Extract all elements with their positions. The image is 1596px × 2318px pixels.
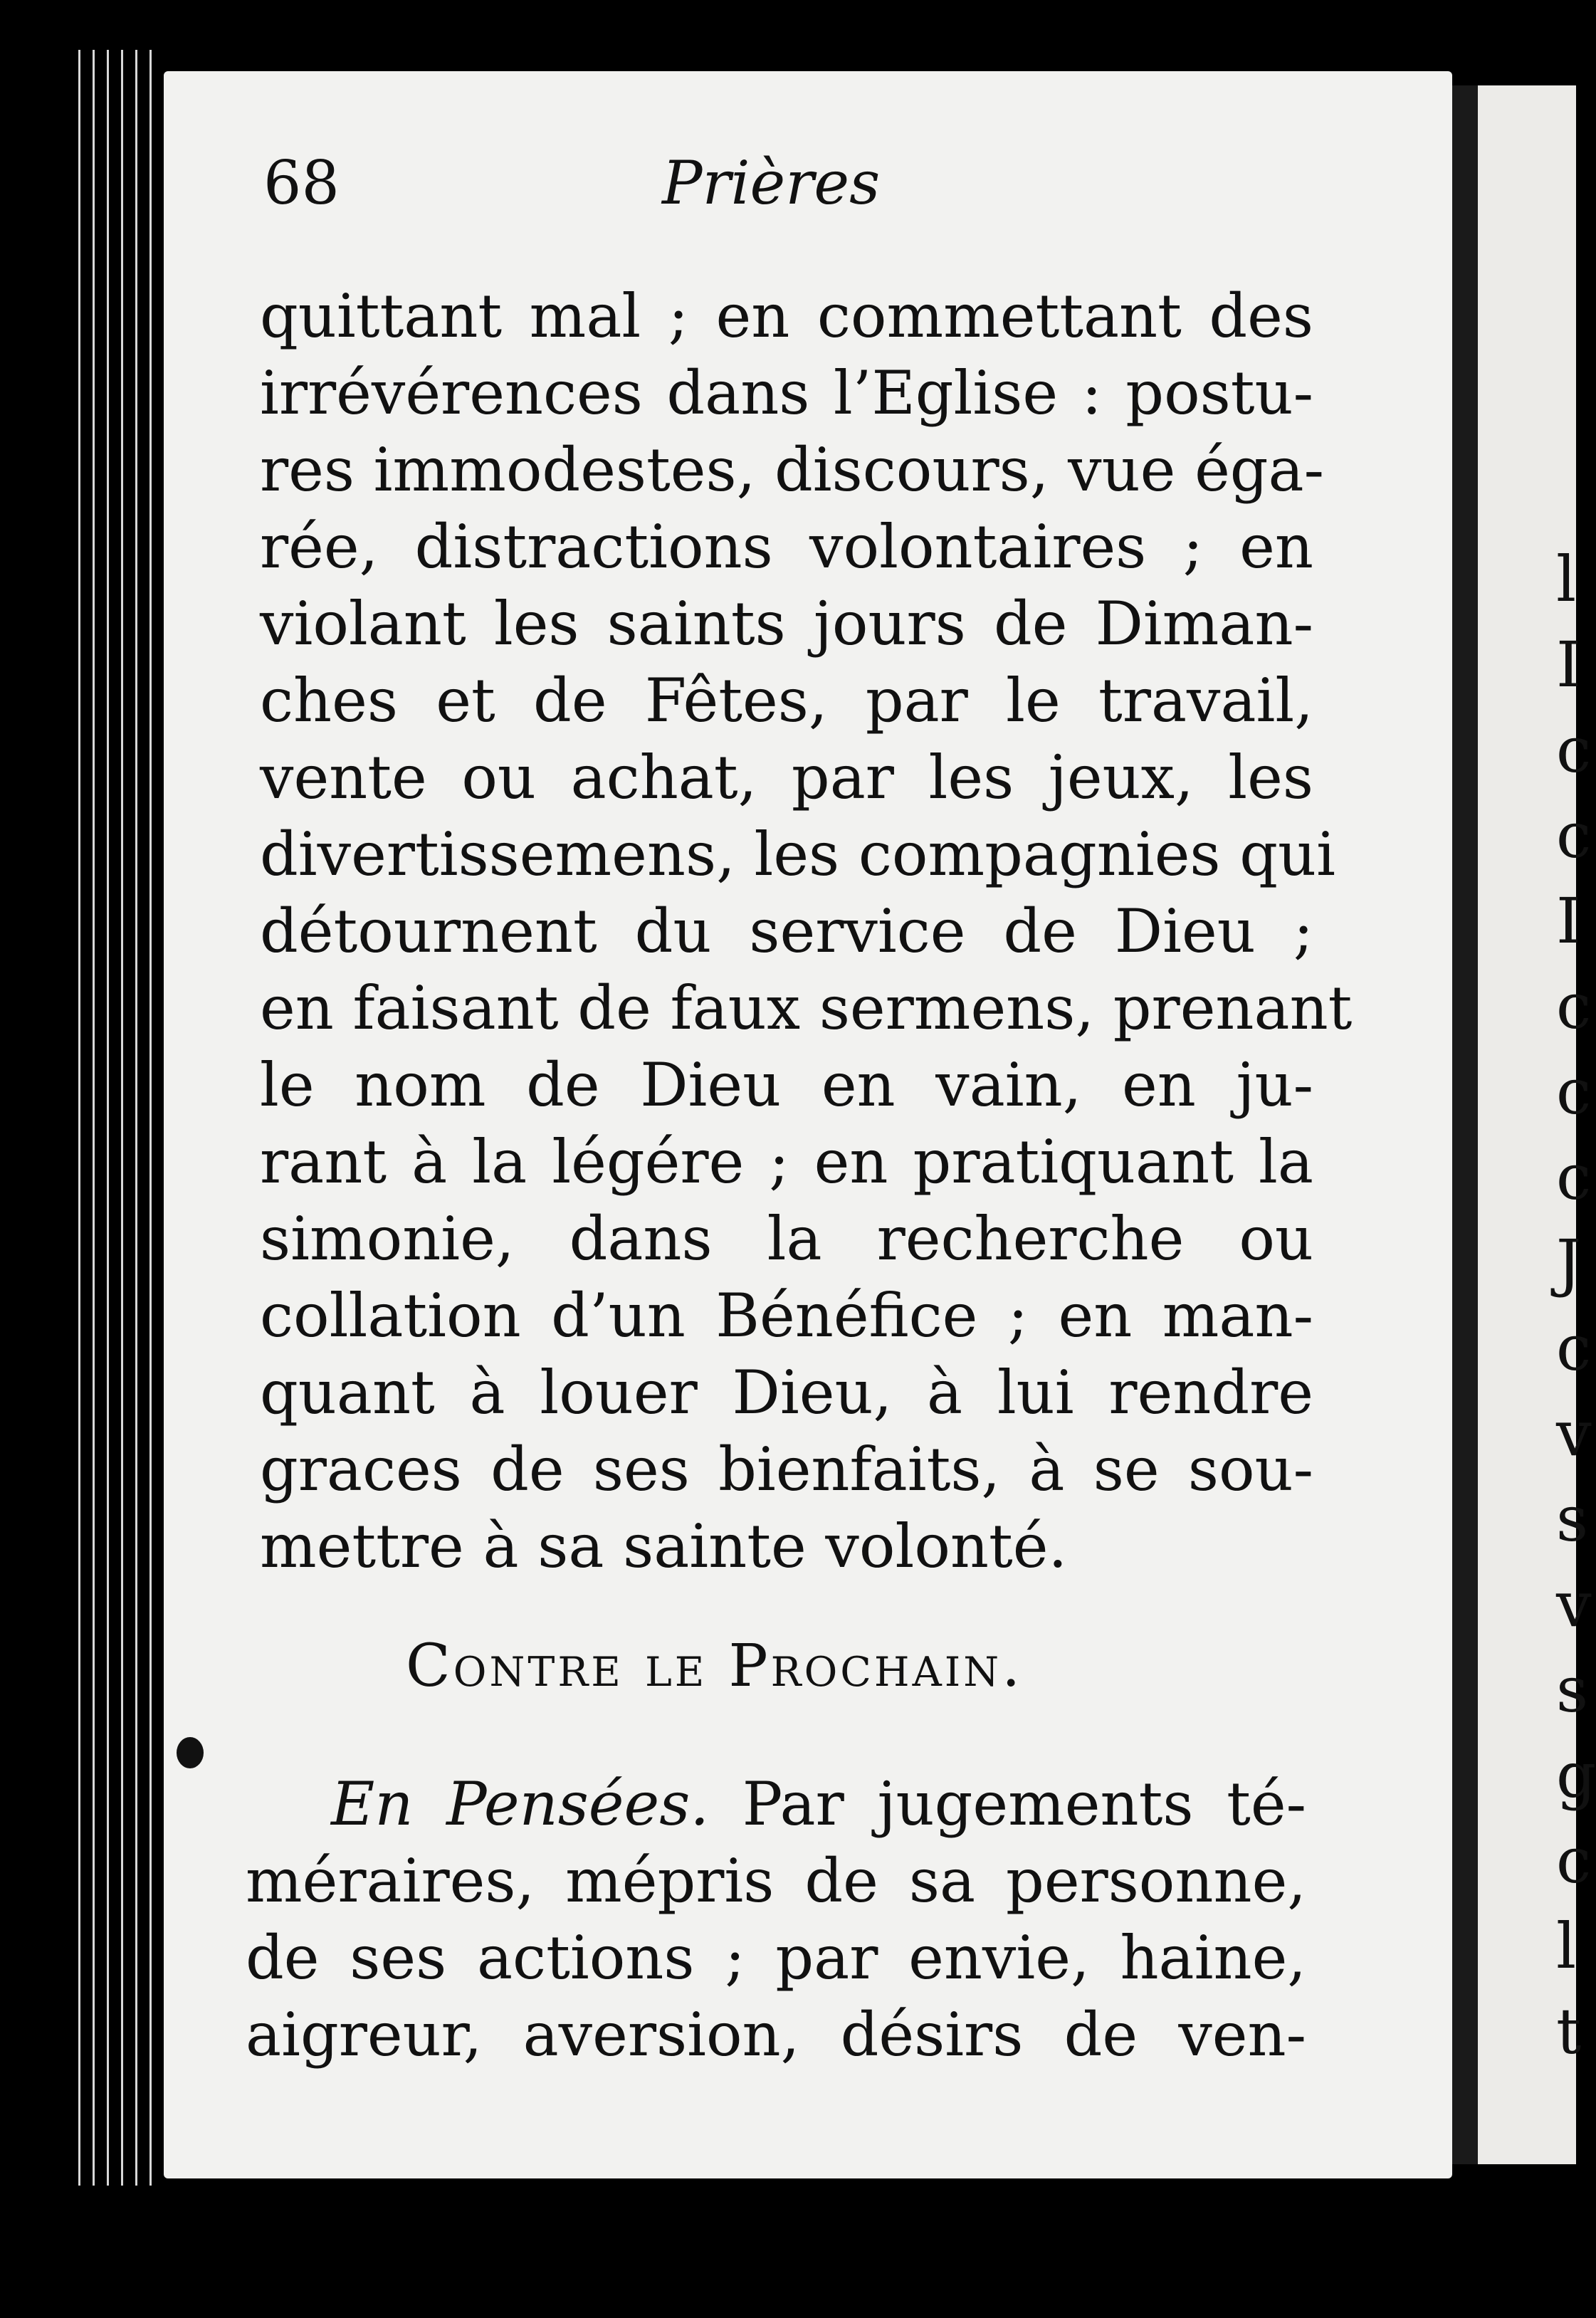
text-line: vente ou achat, par les jeux, les <box>260 743 1313 812</box>
text-line: quant à louer Dieu, à lui rendre <box>260 1358 1313 1427</box>
page-edge <box>149 50 152 2186</box>
text-line: méraires, mépris de sa personne, <box>246 1846 1306 1916</box>
text-line: rant à la légére ; en pratiquant la <box>260 1127 1313 1197</box>
text-line: divertissemens, les compagnies qui <box>260 819 1335 889</box>
facing-page-glyph: v <box>1556 1397 1592 1470</box>
facing-page-glyph: s <box>1556 1653 1589 1726</box>
page-edge <box>135 50 137 2186</box>
text-line: ches et de Fêtes, par le travail, <box>260 666 1313 735</box>
facing-page-glyph: I <box>1556 628 1581 701</box>
facing-page-glyph: g <box>1556 1738 1596 1812</box>
facing-page-glyph: c <box>1556 799 1592 872</box>
page-edge <box>93 50 95 2186</box>
text-line: mettre à sa sainte volonté. <box>260 1511 1068 1581</box>
text-line: de ses actions ; par envie, haine, <box>246 1923 1306 1993</box>
text-line: rée, distractions volontaires ; en <box>260 512 1313 582</box>
page-header <box>263 148 1317 231</box>
text-line: violant les saints jours de Diman- <box>260 589 1313 659</box>
page-edge <box>107 50 109 2186</box>
facing-page-glyph: c <box>1556 1140 1592 1214</box>
text-line: res immodestes, discours, vue éga- <box>260 435 1325 505</box>
text-line <box>246 1766 1306 1842</box>
ink-blot <box>177 1737 204 1768</box>
text-line: aigreur, aversion, désirs de ven- <box>246 2000 1306 2070</box>
facing-page-glyph: t <box>1556 1995 1582 2068</box>
facing-page-edge <box>1478 85 1596 2164</box>
book-gutter <box>1452 85 1478 2164</box>
text-line: simonie, dans la recherche ou <box>260 1204 1313 1274</box>
facing-page-glyph: c <box>1556 1055 1592 1128</box>
text-line: collation d’un Bénéfice ; en man- <box>260 1281 1313 1351</box>
page-number: 68 <box>263 148 340 218</box>
text-line: graces de ses bienfaits, à se sou- <box>260 1435 1313 1504</box>
facing-page-glyph: J <box>1556 1226 1582 1299</box>
facing-page-glyph: l <box>1556 1909 1577 1983</box>
text-line: irrévérences dans l’Eglise : postu- <box>260 358 1313 428</box>
first-line-rest: Par jugements té- <box>709 1769 1307 1839</box>
facing-page-glyph: c <box>1556 970 1592 1043</box>
text-line: en faisant de faux sermens, prenant <box>260 973 1353 1043</box>
facing-page-glyph: s <box>1556 1482 1589 1556</box>
facing-page-glyph: c <box>1556 1824 1592 1897</box>
facing-page-glyph: I <box>1556 884 1581 958</box>
text-line: détournent du service de Dieu ; <box>260 896 1313 966</box>
text-line: quittant mal ; en commettant des <box>260 281 1313 351</box>
page-edge <box>121 50 123 2186</box>
facing-page-glyph: v <box>1556 1568 1592 1641</box>
page-edge <box>78 50 80 2186</box>
lead-in: En Pensées. <box>331 1769 710 1839</box>
running-title: Prières <box>662 148 881 218</box>
facing-page-glyph: c <box>1556 1311 1592 1385</box>
facing-page-glyph: c <box>1556 713 1592 787</box>
section-text <box>246 1766 1306 2073</box>
facing-page-glyph: l <box>1556 542 1577 616</box>
section-heading: Contre le Prochain. <box>406 1632 1024 1700</box>
text-line: le nom de Dieu en vain, en ju- <box>260 1050 1313 1120</box>
body-text <box>260 278 1353 1585</box>
